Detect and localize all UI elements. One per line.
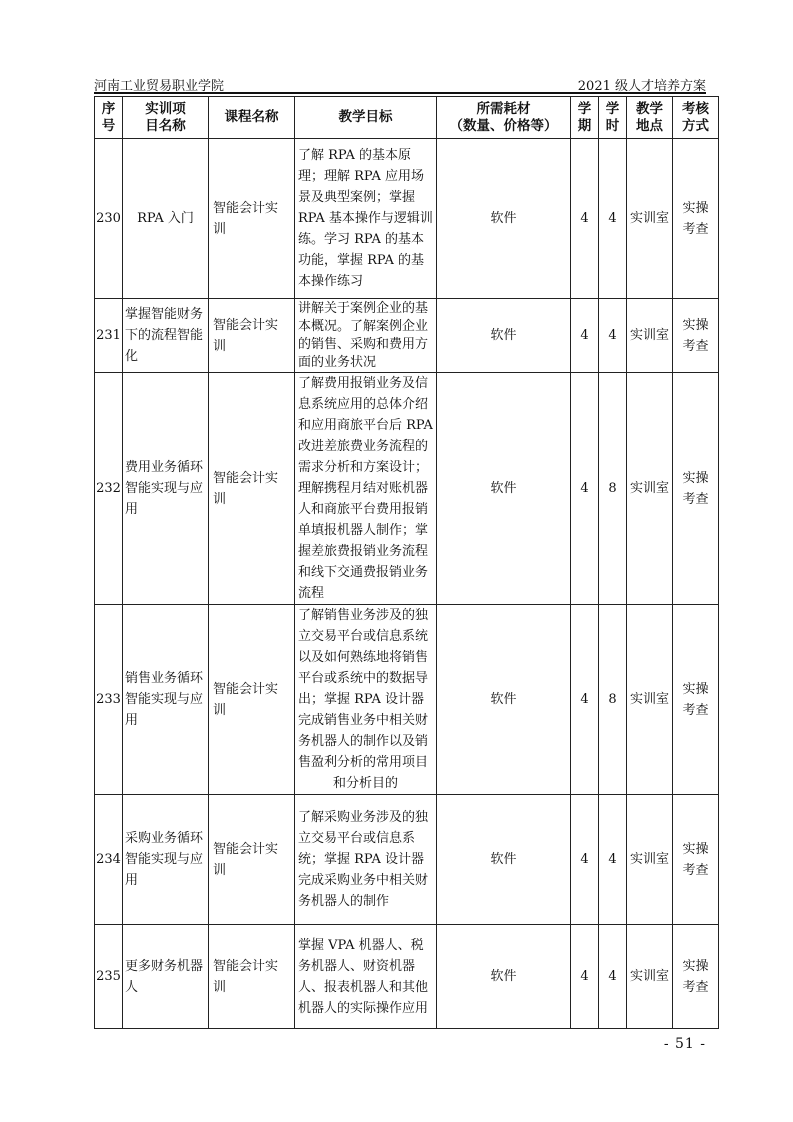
course-name: 智能会计实训 [209,605,295,795]
semester: 4 [571,605,599,795]
materials: 软件 [437,605,571,795]
assessment-method: 实操考查 [673,139,719,299]
semester: 4 [571,795,599,925]
materials: 软件 [437,139,571,299]
hours: 4 [599,795,627,925]
hours: 4 [599,299,627,373]
column-header-place-text: 教学 地点 [636,100,663,134]
course-name: 智能会计实训 [209,795,295,925]
page-header [94,72,706,92]
column-header-no [95,97,123,139]
column-header-no-text: 序 号 [101,100,116,134]
row-number: 232 [95,373,123,605]
document-title: 2021 级人才培养方案 [577,79,706,94]
column-header-place [627,97,673,139]
header-divider [94,92,706,94]
hours: 4 [599,925,627,1029]
materials: 软件 [437,373,571,605]
assessment-method: 实操考查 [673,925,719,1029]
table-row [95,299,719,373]
semester: 4 [571,139,599,299]
table-row [95,373,719,605]
row-number: 230 [95,139,123,299]
hours: 4 [599,139,627,299]
column-header-project [123,97,209,139]
teaching-goal: 了解费用报销业务及信息系统应用的总体介绍和应用商旅平台后 RPA 改进差旅费业务流程的需求分析和方案设计；理解携程月结对账机器人和商旅平台费用报销单填报机器人制作；掌握差旅费报销业务流程和线下交通费报销业务流程 [295,373,437,605]
table-header-row [95,97,719,139]
column-header-materials-text: 所需耗材 （数量、价格等） [449,100,558,134]
column-header-goal [295,97,437,139]
institution-name: 河南工业贸易职业学院 [94,79,225,94]
teaching-place: 实训室 [627,795,673,925]
teaching-goal-cell [295,605,437,795]
course-name: 智能会计实训 [209,925,295,1029]
course-name: 智能会计实训 [209,373,295,605]
hours: 8 [599,605,627,795]
project-name: 更多财务机器人 [123,925,209,1029]
teaching-goal: 讲解关于案例企业的基本概况。了解案例企业的销售、采购和费用方面的业务状况 [295,299,437,373]
column-header-goal-text: 教学目标 [338,109,393,125]
materials: 软件 [437,795,571,925]
column-header-course [209,97,295,139]
table-row [95,925,719,1029]
row-number: 234 [95,795,123,925]
column-header-project-text: 实训项 目名称 [145,100,186,134]
teaching-place: 实训室 [627,605,673,795]
project-name: 销售业务循环智能实现与应用 [123,605,209,795]
project-name: RPA 入门 [123,139,209,299]
semester: 4 [571,299,599,373]
materials: 软件 [437,925,571,1029]
teaching-goal: 了解 RPA 的基本原理；理解 RPA 应用场景及典型案例；掌握 RPA 基本操作与逻辑训练。学习 RPA 的基本功能，掌握 RPA 的基本操作练习 [295,139,437,299]
row-number: 233 [95,605,123,795]
assessment-method: 实操考查 [673,605,719,795]
teaching-goal: 掌握 VPA 机器人、税务机器人、财资机器人、报表机器人和其他机器人的实际操作应用 [295,925,437,1029]
semester: 4 [571,373,599,605]
table-row [95,605,719,795]
assessment-method: 实操考查 [673,373,719,605]
course-name: 智能会计实训 [209,299,295,373]
column-header-assessment [673,97,719,139]
teaching-goal: 了解采购业务涉及的独立交易平台或信息系统；掌握 RPA 设计器完成采购业务中相关财务机器人的制作 [295,795,437,925]
hours: 8 [599,373,627,605]
teaching-place: 实训室 [627,139,673,299]
training-project-table [94,96,719,1029]
column-header-hours-text: 学 时 [605,100,620,134]
teaching-place: 实训室 [627,299,673,373]
column-header-assessment-text: 考核 方式 [682,100,709,134]
column-header-materials [437,97,571,139]
project-name: 费用业务循环智能实现与应用 [123,373,209,605]
table-row [95,139,719,299]
row-number: 235 [95,925,123,1029]
assessment-method: 实操考查 [673,795,719,925]
column-header-semester-text: 学 期 [577,100,592,134]
column-header-hours [599,97,627,139]
assessment-method: 实操考查 [673,299,719,373]
page-number: - 51 - [663,1036,706,1052]
materials: 软件 [437,299,571,373]
course-name: 智能会计实训 [209,139,295,299]
project-name: 掌握智能财务下的流程智能化 [123,299,209,373]
column-header-semester [571,97,599,139]
teaching-goal-tail: 和分析目的 [332,776,398,791]
semester: 4 [571,925,599,1029]
row-number: 231 [95,299,123,373]
column-header-course-text: 课程名称 [224,109,279,125]
teaching-place: 实训室 [627,925,673,1029]
teaching-goal: 了解销售业务涉及的独立交易平台或信息系统以及如何熟练地将销售平台或系统中的数据导出；掌握 RPA 设计器完成销售业务中相关财务机器人的制作以及销售盈利分析的常用项目 [298,608,429,770]
project-name: 采购业务循环智能实现与应用 [123,795,209,925]
table-row [95,795,719,925]
teaching-place: 实训室 [627,373,673,605]
